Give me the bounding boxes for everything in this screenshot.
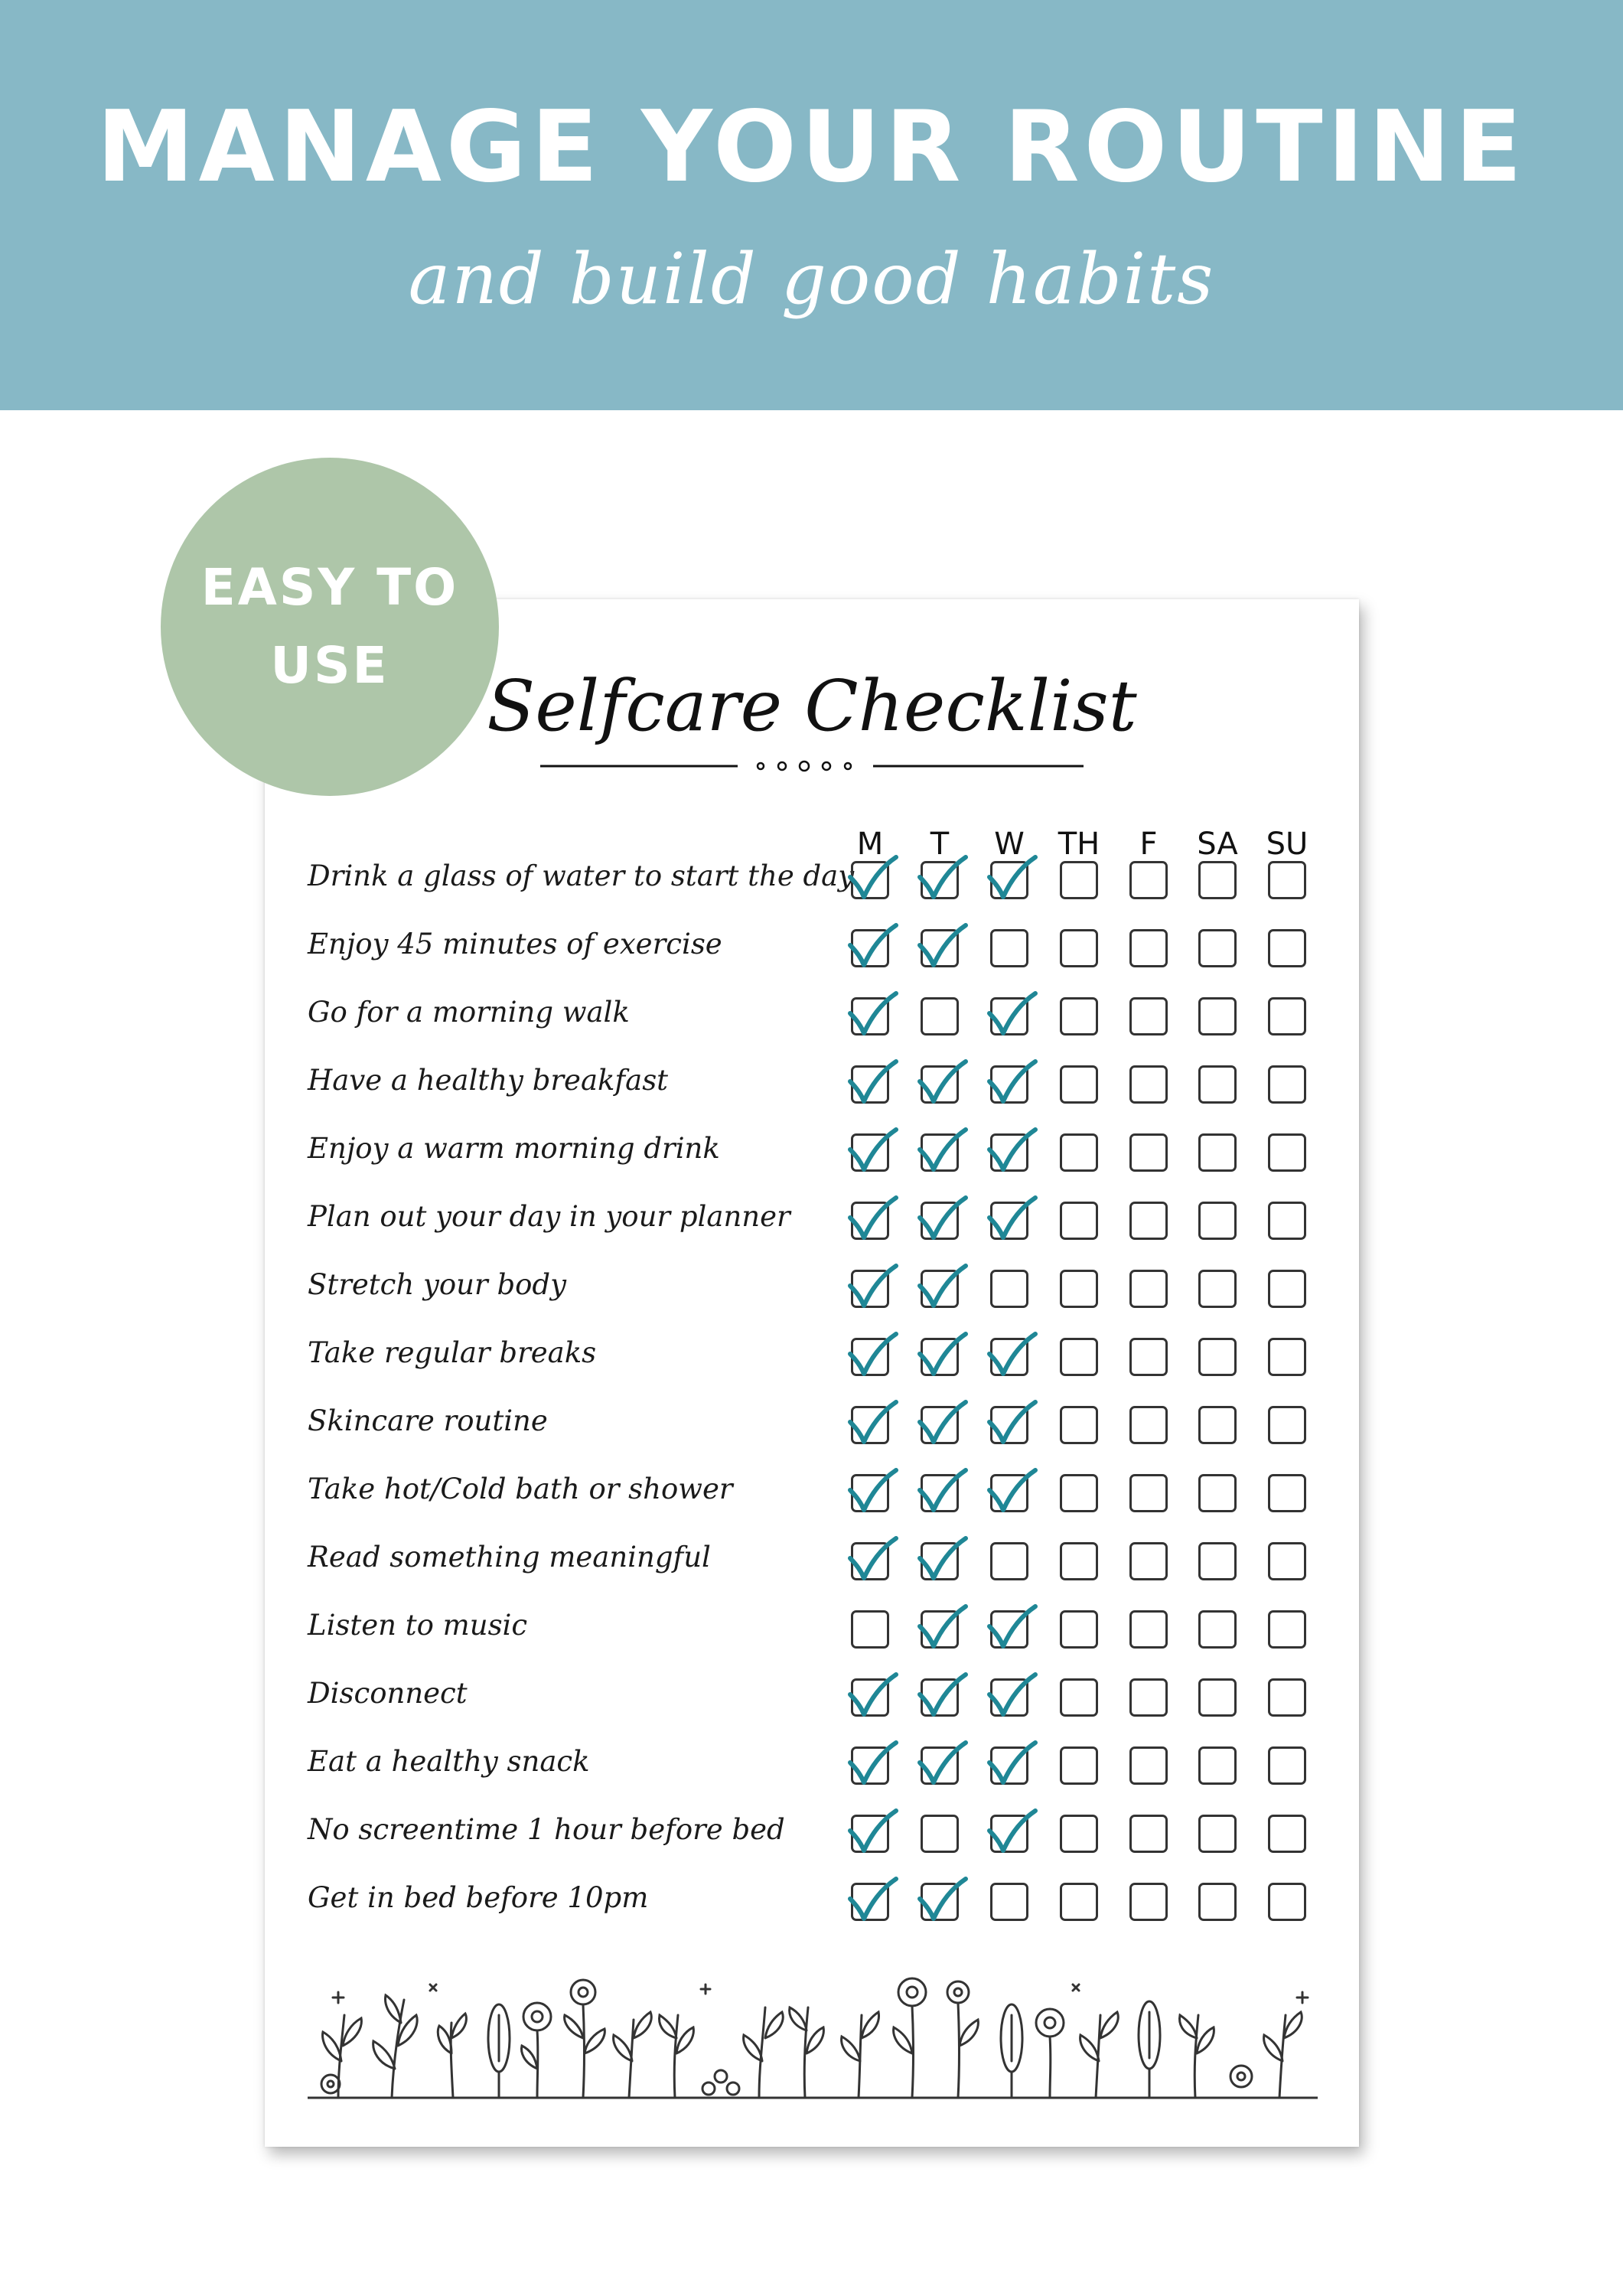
- checkbox-w[interactable]: [990, 1202, 1028, 1240]
- checkmark-icon: [846, 1467, 901, 1516]
- checkbox-th[interactable]: [1060, 1610, 1098, 1649]
- checkbox-sa[interactable]: [1198, 1815, 1237, 1853]
- checkbox-su[interactable]: [1268, 1270, 1306, 1308]
- checkmark-icon: [985, 854, 1040, 903]
- checkmark-icon: [985, 1467, 1040, 1516]
- checkbox-th[interactable]: [1060, 1746, 1098, 1785]
- checkbox-t[interactable]: [921, 1202, 959, 1240]
- checklist-row: [265, 1669, 1359, 1730]
- checkmark-icon: [985, 1603, 1040, 1652]
- checkbox-t[interactable]: [921, 1883, 959, 1921]
- checkbox-w[interactable]: [990, 1678, 1028, 1717]
- checkbox-t[interactable]: [921, 1746, 959, 1785]
- checklist-row: [265, 1261, 1359, 1322]
- checkbox-sa[interactable]: [1198, 1610, 1237, 1649]
- checkmark-icon: [915, 1127, 970, 1176]
- checkbox-f[interactable]: [1129, 1202, 1168, 1240]
- checkmark-icon: [846, 1263, 901, 1312]
- checkmark-icon: [985, 1331, 1040, 1380]
- checkbox-su[interactable]: [1268, 1678, 1306, 1717]
- checkbox-t[interactable]: [921, 861, 959, 899]
- checkbox-t[interactable]: [921, 1406, 959, 1444]
- checkmark-icon: [846, 990, 901, 1039]
- checkbox-w[interactable]: [990, 929, 1028, 967]
- checkbox-w[interactable]: [990, 1610, 1028, 1649]
- checkbox-m[interactable]: [851, 1406, 889, 1444]
- checkbox-t[interactable]: [921, 1474, 959, 1512]
- checkmark-icon: [915, 1399, 970, 1448]
- checkbox-w[interactable]: [990, 1474, 1028, 1512]
- checkbox-th[interactable]: [1060, 929, 1098, 967]
- checkmark-icon: [985, 1399, 1040, 1448]
- day-header-m: M: [856, 827, 884, 862]
- badge-line-1: EASY TO: [200, 558, 459, 617]
- checkbox-m[interactable]: [851, 1542, 889, 1580]
- checkbox-w[interactable]: [990, 1338, 1028, 1376]
- checkmark-icon: [915, 1876, 970, 1925]
- header-banner: [0, 0, 1623, 410]
- checkmark-icon: [915, 1740, 970, 1789]
- checkbox-t[interactable]: [921, 1065, 959, 1104]
- checklist-row: [265, 1465, 1359, 1526]
- checkmark-icon: [985, 1058, 1040, 1107]
- checkbox-f[interactable]: [1129, 1065, 1168, 1104]
- checkbox-f[interactable]: [1129, 1746, 1168, 1785]
- checkbox-t[interactable]: [921, 1610, 959, 1649]
- checkbox-m[interactable]: [851, 929, 889, 967]
- checkbox-sa[interactable]: [1198, 1202, 1237, 1240]
- checkbox-f[interactable]: [1129, 1883, 1168, 1921]
- checkbox-f[interactable]: [1129, 861, 1168, 899]
- checklist-row: [265, 1737, 1359, 1799]
- checkmark-icon: [915, 1535, 970, 1584]
- checklist-row: [265, 1124, 1359, 1186]
- checkbox-sa[interactable]: [1198, 1678, 1237, 1717]
- checkbox-t[interactable]: [921, 997, 959, 1035]
- checkbox-su[interactable]: [1268, 1133, 1306, 1172]
- checkbox-f[interactable]: [1129, 1474, 1168, 1512]
- checkbox-sa[interactable]: [1198, 1474, 1237, 1512]
- checkbox-su[interactable]: [1268, 861, 1306, 899]
- checkmark-icon: [915, 1671, 970, 1720]
- checkbox-w[interactable]: [990, 1270, 1028, 1308]
- checkbox-th[interactable]: [1060, 1883, 1098, 1921]
- checkmark-icon: [985, 1127, 1040, 1176]
- checkmark-icon: [846, 1876, 901, 1925]
- checkbox-w[interactable]: [990, 1746, 1028, 1785]
- checkbox-m[interactable]: [851, 1065, 889, 1104]
- task-label: Plan out your day in your planner: [308, 1200, 790, 1233]
- checkmark-icon: [915, 1195, 970, 1244]
- checkbox-th[interactable]: [1060, 1406, 1098, 1444]
- title-divider: [540, 755, 1084, 778]
- checkbox-sa[interactable]: [1198, 1746, 1237, 1785]
- checkbox-f[interactable]: [1129, 1406, 1168, 1444]
- checklist-row: [265, 1329, 1359, 1390]
- checkbox-sa[interactable]: [1198, 1133, 1237, 1172]
- checkbox-m[interactable]: [851, 1270, 889, 1308]
- checkbox-th[interactable]: [1060, 997, 1098, 1035]
- checkbox-su[interactable]: [1268, 1474, 1306, 1512]
- checklist-row: [265, 1056, 1359, 1117]
- checkbox-th[interactable]: [1060, 1133, 1098, 1172]
- checkbox-t[interactable]: [921, 1270, 959, 1308]
- day-header-th: TH: [1058, 827, 1100, 862]
- checkmark-icon: [846, 1535, 901, 1584]
- checkbox-su[interactable]: [1268, 1406, 1306, 1444]
- checkmark-icon: [846, 1740, 901, 1789]
- checkbox-sa[interactable]: [1198, 1406, 1237, 1444]
- checkbox-m[interactable]: [851, 1133, 889, 1172]
- checkmark-icon: [846, 1127, 901, 1176]
- checklist-row: [265, 1533, 1359, 1594]
- checkmark-icon: [985, 990, 1040, 1039]
- checkbox-t[interactable]: [921, 1133, 959, 1172]
- checkmark-icon: [846, 1399, 901, 1448]
- checkbox-th[interactable]: [1060, 1474, 1098, 1512]
- checkbox-m[interactable]: [851, 1678, 889, 1717]
- checkbox-th[interactable]: [1060, 1338, 1098, 1376]
- checkbox-su[interactable]: [1268, 1815, 1306, 1853]
- task-label: Enjoy 45 minutes of exercise: [308, 928, 722, 960]
- checklist-title: Selfcare Checklist: [487, 665, 1137, 747]
- task-label: No screentime 1 hour before bed: [308, 1813, 785, 1846]
- checkmark-icon: [915, 1603, 970, 1652]
- checkbox-m[interactable]: [851, 1338, 889, 1376]
- checkbox-w[interactable]: [990, 997, 1028, 1035]
- checkmark-icon: [915, 922, 970, 971]
- task-label: Enjoy a warm morning drink: [308, 1132, 720, 1165]
- checkbox-sa[interactable]: [1198, 861, 1237, 899]
- checkbox-th[interactable]: [1060, 1270, 1098, 1308]
- checkbox-t[interactable]: [921, 1338, 959, 1376]
- checkbox-t[interactable]: [921, 1678, 959, 1717]
- banner-subtitle: and build good habits: [408, 238, 1215, 320]
- checkmark-icon: [915, 854, 970, 903]
- checkmark-icon: [985, 1740, 1040, 1789]
- checklist-row: [265, 1601, 1359, 1662]
- checkbox-sa[interactable]: [1198, 1270, 1237, 1308]
- checklist-row: [265, 1192, 1359, 1254]
- checkmark-icon: [846, 1058, 901, 1107]
- checkbox-th[interactable]: [1060, 861, 1098, 899]
- checkbox-f[interactable]: [1129, 1338, 1168, 1376]
- checkmark-icon: [915, 1467, 970, 1516]
- checkbox-su[interactable]: [1268, 929, 1306, 967]
- checkmark-icon: [846, 1331, 901, 1380]
- day-header-su: SU: [1266, 827, 1309, 862]
- checkbox-sa[interactable]: [1198, 929, 1237, 967]
- checkbox-f[interactable]: [1129, 1610, 1168, 1649]
- checkbox-sa[interactable]: [1198, 1542, 1237, 1580]
- checkbox-f[interactable]: [1129, 997, 1168, 1035]
- checkbox-su[interactable]: [1268, 1202, 1306, 1240]
- checkbox-m[interactable]: [851, 1883, 889, 1921]
- checkbox-m[interactable]: [851, 1815, 889, 1853]
- checklist-row: [265, 988, 1359, 1049]
- checkbox-su[interactable]: [1268, 1746, 1306, 1785]
- checkbox-th[interactable]: [1060, 1065, 1098, 1104]
- task-label: Have a healthy breakfast: [308, 1064, 669, 1097]
- checkbox-su[interactable]: [1268, 1338, 1306, 1376]
- checkbox-sa[interactable]: [1198, 997, 1237, 1035]
- checkbox-w[interactable]: [990, 1406, 1028, 1444]
- checkmark-icon: [915, 1331, 970, 1380]
- checklist-sheet: [265, 599, 1359, 2147]
- checkbox-m[interactable]: [851, 861, 889, 899]
- checkbox-sa[interactable]: [1198, 1338, 1237, 1376]
- checkbox-w[interactable]: [990, 861, 1028, 899]
- task-label: Go for a morning walk: [308, 996, 630, 1029]
- checkbox-sa[interactable]: [1198, 1883, 1237, 1921]
- checkbox-w[interactable]: [990, 1883, 1028, 1921]
- checkbox-sa[interactable]: [1198, 1065, 1237, 1104]
- checkbox-m[interactable]: [851, 1610, 889, 1649]
- checkbox-t[interactable]: [921, 929, 959, 967]
- task-label: Take hot/Cold bath or shower: [308, 1473, 733, 1505]
- checkmark-icon: [846, 854, 901, 903]
- day-header-t: T: [930, 827, 950, 862]
- task-label: Stretch your body: [308, 1268, 566, 1301]
- easy-to-use-badge: [161, 458, 499, 796]
- checkmark-icon: [985, 1195, 1040, 1244]
- checkbox-th[interactable]: [1060, 1815, 1098, 1853]
- checkbox-f[interactable]: [1129, 1133, 1168, 1172]
- day-header-f: F: [1139, 827, 1158, 862]
- badge-line-2: USE: [270, 636, 389, 695]
- checkbox-m[interactable]: [851, 997, 889, 1035]
- floral-border-illustration: [308, 1962, 1318, 2115]
- checkmark-icon: [846, 1195, 901, 1244]
- day-header-sa: SA: [1197, 827, 1238, 862]
- checkbox-t[interactable]: [921, 1815, 959, 1853]
- checklist-row: [265, 920, 1359, 981]
- checkbox-su[interactable]: [1268, 1542, 1306, 1580]
- checkmark-icon: [985, 1671, 1040, 1720]
- checkbox-m[interactable]: [851, 1202, 889, 1240]
- checkbox-m[interactable]: [851, 1746, 889, 1785]
- task-label: Eat a healthy snack: [308, 1745, 590, 1778]
- checkbox-w[interactable]: [990, 1815, 1028, 1853]
- checkbox-su[interactable]: [1268, 1065, 1306, 1104]
- task-label: Read something meaningful: [308, 1541, 711, 1574]
- checkmark-icon: [846, 922, 901, 971]
- checkbox-f[interactable]: [1129, 1270, 1168, 1308]
- checkbox-th[interactable]: [1060, 1678, 1098, 1717]
- checkbox-f[interactable]: [1129, 1678, 1168, 1717]
- checkbox-f[interactable]: [1129, 1815, 1168, 1853]
- checkbox-f[interactable]: [1129, 929, 1168, 967]
- day-header-w: W: [994, 827, 1025, 862]
- checkbox-th[interactable]: [1060, 1202, 1098, 1240]
- checkmark-icon: [915, 1263, 970, 1312]
- checklist-row: [265, 1874, 1359, 1935]
- checklist-row: [265, 852, 1359, 913]
- task-label: Skincare routine: [308, 1404, 548, 1437]
- checklist-row: [265, 1397, 1359, 1458]
- checkbox-f[interactable]: [1129, 1542, 1168, 1580]
- checkbox-w[interactable]: [990, 1542, 1028, 1580]
- checkbox-su[interactable]: [1268, 1883, 1306, 1921]
- checkmark-icon: [846, 1671, 901, 1720]
- checklist-row: [265, 1805, 1359, 1867]
- checkbox-m[interactable]: [851, 1474, 889, 1512]
- checkmark-icon: [985, 1808, 1040, 1857]
- task-label: Disconnect: [308, 1677, 468, 1710]
- checkbox-w[interactable]: [990, 1133, 1028, 1172]
- checkbox-th[interactable]: [1060, 1542, 1098, 1580]
- task-label: Drink a glass of water to start the day: [308, 859, 855, 892]
- task-label: Listen to music: [308, 1609, 528, 1642]
- checkmark-icon: [915, 1058, 970, 1107]
- task-label: Get in bed before 10pm: [308, 1881, 649, 1914]
- checkbox-su[interactable]: [1268, 997, 1306, 1035]
- checkmark-icon: [846, 1808, 901, 1857]
- checkbox-w[interactable]: [990, 1065, 1028, 1104]
- banner-title: MANAGE YOUR ROUTINE: [96, 90, 1527, 204]
- task-label: Take regular breaks: [308, 1336, 597, 1369]
- checkbox-t[interactable]: [921, 1542, 959, 1580]
- checkbox-su[interactable]: [1268, 1610, 1306, 1649]
